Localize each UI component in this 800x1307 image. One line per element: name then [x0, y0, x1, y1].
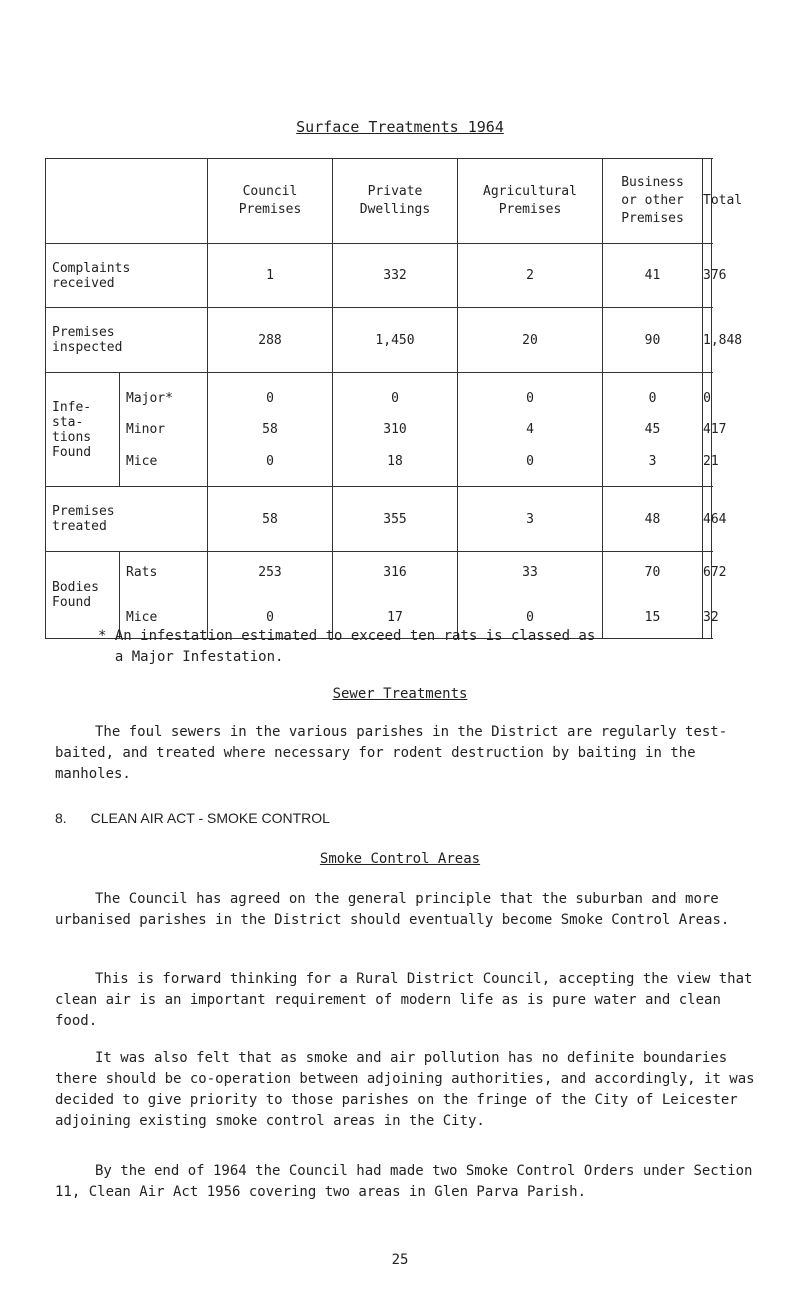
value: 70: [644, 565, 661, 580]
header-cell-empty: [46, 159, 208, 244]
row-label: Premises treated: [46, 487, 208, 552]
table-cell: 288: [208, 308, 333, 373]
value: 32: [703, 610, 719, 625]
table-cell: 58: [208, 487, 333, 552]
header-private-dwellings: Private Dwellings: [333, 159, 458, 244]
page-title: Surface Treatments 1964: [296, 118, 504, 136]
table-cell: 464: [703, 487, 712, 552]
sub-label-mice: Mice: [126, 453, 158, 469]
value: 0: [266, 610, 274, 625]
table-cell: [603, 552, 703, 639]
table-row-inspected: [46, 308, 712, 373]
table-cell: [208, 373, 333, 487]
value: 21: [703, 453, 719, 469]
value: 58: [262, 422, 278, 437]
surface-treatments-table: [45, 158, 743, 639]
table-row-complaints: [46, 244, 712, 308]
value: 0: [266, 453, 274, 469]
value: 45: [644, 422, 661, 437]
value: 17: [387, 610, 403, 625]
smoke-paragraph-1: The Council has agreed on the general principle that the suburban and more urbanised parishes in the District should eventually become Smoke Control Areas.: [55, 891, 730, 928]
table-cell: [458, 373, 603, 487]
footnote: * An infestation estimated to exceed ten rats is classed as a Major Infestation.: [98, 628, 596, 665]
value: 672: [703, 565, 727, 580]
smoke-paragraph-3: It was also felt that as smoke and air pollution has no definite boundaries there should be co-operation between adjoining authorities, and accordingly, it was decided to give priority to those parishes on the fringe of the City of Leicester adjoining existing smoke control areas in the City.: [55, 1050, 755, 1129]
value: 253: [258, 565, 282, 580]
table-cell: 90: [603, 308, 703, 373]
value: 18: [387, 453, 403, 469]
table-cell: 2: [458, 244, 603, 308]
table-cell: 48: [603, 487, 703, 552]
table-cell: 3: [458, 487, 603, 552]
value: 0: [703, 390, 711, 406]
row-label: Bodies Found: [46, 552, 120, 639]
section-title: CLEAN AIR ACT - SMOKE CONTROL: [90, 810, 330, 826]
value: 417: [703, 422, 727, 437]
value: 0: [526, 390, 534, 406]
section-heading: [55, 810, 330, 826]
value: 15: [644, 610, 661, 625]
table-cell: 41: [603, 244, 703, 308]
table-cell: 1,848: [703, 308, 712, 373]
table-cell: 332: [333, 244, 458, 308]
sub-label-rats: Rats: [126, 565, 158, 580]
header-council-premises: Council Premises: [208, 159, 333, 244]
smoke-heading: Smoke Control Areas: [319, 851, 481, 867]
header-total: Total: [703, 159, 712, 244]
table-cell: 355: [333, 487, 458, 552]
value: 0: [391, 390, 399, 406]
table-cell: 1,450: [333, 308, 458, 373]
header-business-premises: Business or other Premises: [603, 159, 703, 244]
sub-labels: [120, 373, 208, 487]
table-cell: 1: [208, 244, 333, 308]
value: 0: [526, 610, 534, 625]
value: 316: [383, 565, 407, 580]
header-agricultural-premises: Agricultural Premises: [458, 159, 603, 244]
sub-label-mice: Mice: [126, 610, 158, 625]
row-label: Premises inspected: [46, 308, 208, 373]
sewer-paragraph: The foul sewers in the various parishes in the District are regularly test-baited, and treated where necessary for rodent destruction by baiting in the manholes.: [55, 724, 728, 782]
sewer-heading: Sewer Treatments: [332, 686, 468, 702]
value: 0: [648, 390, 657, 406]
value: 0: [526, 453, 534, 469]
value: 33: [522, 565, 538, 580]
table-cell: [703, 552, 727, 639]
value: 310: [383, 422, 407, 437]
section-number: 8.: [55, 810, 67, 826]
table-row-treated: [46, 487, 712, 552]
value: 4: [526, 422, 534, 437]
sub-label-major: Major*: [126, 390, 173, 406]
row-label: Infe- sta- tions Found: [46, 373, 120, 487]
table-row-infestations: [46, 373, 712, 487]
value: 0: [266, 390, 274, 406]
page-number: 25: [391, 1252, 409, 1268]
value: 3: [648, 453, 657, 469]
smoke-paragraph-4: By the end of 1964 the Council had made two Smoke Control Orders under Section 11, Clean Air Act 1956 covering two areas in Glen Parva Parish.: [55, 1163, 753, 1200]
row-label: Complaints received: [46, 244, 208, 308]
table-cell: 20: [458, 308, 603, 373]
sub-label-minor: Minor: [126, 422, 166, 437]
table-cell: [333, 373, 458, 487]
table-cell: 376: [703, 244, 712, 308]
table-cell: [603, 373, 703, 487]
smoke-paragraph-2: This is forward thinking for a Rural District Council, accepting the view that clean air is an important requirement of modern life as is pure water and clean food.: [55, 971, 753, 1029]
table-header-row: [46, 159, 712, 244]
table-cell: [703, 373, 727, 487]
